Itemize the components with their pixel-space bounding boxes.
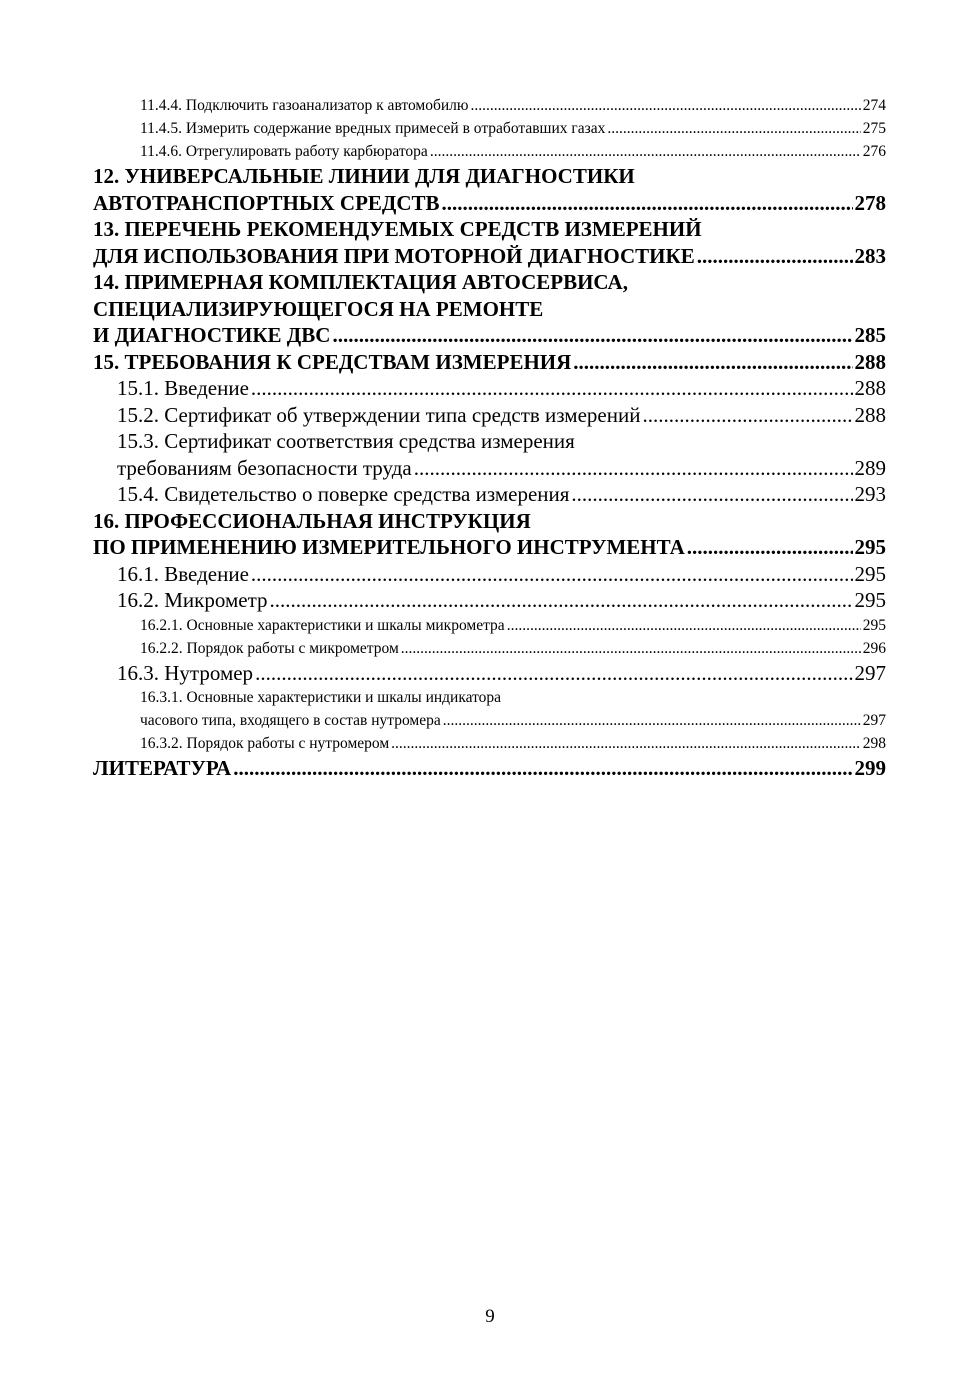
toc-page-number: 295 <box>854 588 886 612</box>
toc-leader-dots <box>443 709 861 732</box>
toc-entry-chapter-15[interactable] <box>93 349 886 376</box>
page-number: 9 <box>485 1306 495 1327</box>
toc-page-number: 289 <box>854 455 886 480</box>
toc-entry-11-4-5[interactable] <box>93 117 886 140</box>
toc-entry-title-line: 14. ПРИМЕРНАЯ КОМПЛЕКТАЦИЯ АВТОСЕРВИСА, <box>93 270 628 294</box>
toc-entry-16-2-2[interactable] <box>93 637 886 660</box>
toc-page-number: 295 <box>854 561 886 586</box>
toc-leader-dots <box>430 140 861 163</box>
toc-leader-dots <box>697 243 853 270</box>
toc-page-number: 299 <box>854 756 886 780</box>
toc-entry-title: 11.4.6. Отрегулировать работу карбюратора <box>140 143 428 160</box>
toc-entry-title: ПО ПРИМЕНЕНИЮ ИЗМЕРИТЕЛЬНОГО ИНСТРУМЕНТА <box>93 535 685 559</box>
toc-page-number: 288 <box>854 402 886 427</box>
toc-page-number: 288 <box>854 376 886 400</box>
toc-page-number: 296 <box>862 639 886 657</box>
toc-entry-chapter-12[interactable] <box>93 163 886 216</box>
toc-page-number: 297 <box>862 712 886 729</box>
toc-entry-16-3-1[interactable] <box>93 686 886 732</box>
toc-leader-dots <box>687 534 853 561</box>
toc-entry-title: 15.2. Сертификат об утверждении типа средств измерений <box>117 402 641 427</box>
toc-entry-title: требованиям безопасности труда <box>117 455 412 480</box>
toc-entry-title-line: 13. ПЕРЕЧЕНЬ РЕКОМЕНДУЕМЫХ СРЕДСТВ ИЗМЕРЕНИЙ <box>93 217 702 241</box>
toc-entry-title: 16.1. Введение <box>117 561 249 586</box>
toc-page-number: 288 <box>854 349 886 374</box>
toc-entry-title: 16.3.2. Порядок работы с нутромером <box>140 735 390 752</box>
toc-entry-title-line: 12. УНИВЕРСАЛЬНЫЕ ЛИНИИ ДЛЯ ДИАГНОСТИКИ <box>93 164 635 188</box>
toc-leader-dots <box>507 614 861 637</box>
toc-page-number: 283 <box>854 243 886 268</box>
toc-entry-16-2[interactable] <box>93 587 886 614</box>
toc-leader-dots <box>573 349 852 376</box>
toc-page-number: 278 <box>854 190 886 215</box>
toc-entry-title: АВТОТРАНСПОРТНЫХ СРЕДСТВ <box>93 190 440 215</box>
toc-leader-dots <box>251 561 853 588</box>
toc-entry-chapter-13[interactable] <box>93 216 886 269</box>
toc-entry-16-2-1[interactable] <box>93 614 886 637</box>
toc-entry-15-3[interactable] <box>93 428 886 481</box>
toc-page-number: 297 <box>854 660 886 685</box>
toc-entry-title-line: СПЕЦИАЛИЗИРУЮЩЕГОСЯ НА РЕМОНТЕ <box>93 296 544 321</box>
toc-entry-15-1[interactable] <box>93 375 886 402</box>
toc-entry-title-line: 15.3. Сертификат соответствия средства измерения <box>117 429 575 453</box>
toc-leader-dots <box>233 755 852 782</box>
toc-page-number: 295 <box>862 616 886 634</box>
toc-entry-title: 11.4.5. Измерить содержание вредных примесей в отработавших газах <box>140 120 606 137</box>
toc-entry-16-3[interactable] <box>93 660 886 687</box>
toc-entry-11-4-4[interactable] <box>93 94 886 117</box>
toc-entry-title: 16.2. Микрометр <box>117 588 268 612</box>
toc-leader-dots <box>414 455 853 482</box>
toc-entry-15-2[interactable] <box>93 402 886 429</box>
toc-entry-chapter-14[interactable] <box>93 269 886 349</box>
toc-leader-dots <box>270 587 853 614</box>
toc-entry-16-3-2[interactable] <box>93 732 886 755</box>
toc-leader-dots <box>442 190 853 217</box>
toc-page-number: 274 <box>862 97 886 114</box>
toc-entry-title: 16.2.1. Основные характеристики и шкалы микрометра <box>140 616 505 634</box>
toc-entry-15-4[interactable] <box>93 481 886 508</box>
toc-entry-title: 11.4.4. Подключить газоанализатор к автомобилю <box>140 97 469 114</box>
toc-leader-dots <box>470 94 860 117</box>
toc-entry-11-4-6[interactable] <box>93 140 886 163</box>
toc-page-number: 295 <box>854 535 886 559</box>
toc-leader-dots <box>642 402 852 429</box>
toc-entry-16-1[interactable] <box>93 561 886 588</box>
toc-page-number: 298 <box>862 735 886 752</box>
toc-entry-title: ЛИТЕРАТУРА <box>93 756 232 780</box>
toc-leader-dots <box>332 322 852 349</box>
toc-page-number: 276 <box>862 143 886 160</box>
toc-entry-title: И ДИАГНОСТИКЕ ДВС <box>93 323 331 347</box>
toc-page-number: 285 <box>854 323 886 347</box>
toc-entry-title: 15.1. Введение <box>117 376 249 400</box>
toc-entry-title-line: 16.3.1. Основные характеристики и шкалы индикатора <box>140 689 502 706</box>
toc-leader-dots <box>251 375 853 402</box>
toc-leader-dots <box>391 732 861 755</box>
toc-leader-dots <box>401 637 861 660</box>
toc-entry-title: 15. ТРЕБОВАНИЯ К СРЕДСТВАМ ИЗМЕРЕНИЯ <box>93 349 572 374</box>
toc-entry-literature[interactable] <box>93 755 886 782</box>
toc-entry-chapter-16[interactable] <box>93 508 886 561</box>
toc-entry-title: 15.4. Свидетельство о поверке средства измерения <box>117 482 570 506</box>
toc-entry-title-line: 16. ПРОФЕССИОНАЛЬНАЯ ИНСТРУКЦИЯ <box>93 508 531 533</box>
toc-entry-title: ДЛЯ ИСПОЛЬЗОВАНИЯ ПРИ МОТОРНОЙ ДИАГНОСТИКЕ <box>93 243 695 268</box>
table-of-contents <box>93 94 886 782</box>
toc-leader-dots <box>571 481 852 508</box>
toc-leader-dots <box>255 660 852 687</box>
toc-page-number: 293 <box>854 482 886 506</box>
toc-entry-title: часового типа, входящего в состав нутромера <box>140 712 441 729</box>
toc-entry-title: 16.3. Нутромер <box>117 660 254 685</box>
toc-entry-title: 16.2.2. Порядок работы с микрометром <box>140 639 399 657</box>
toc-page-number: 275 <box>862 120 886 137</box>
toc-leader-dots <box>607 117 860 140</box>
